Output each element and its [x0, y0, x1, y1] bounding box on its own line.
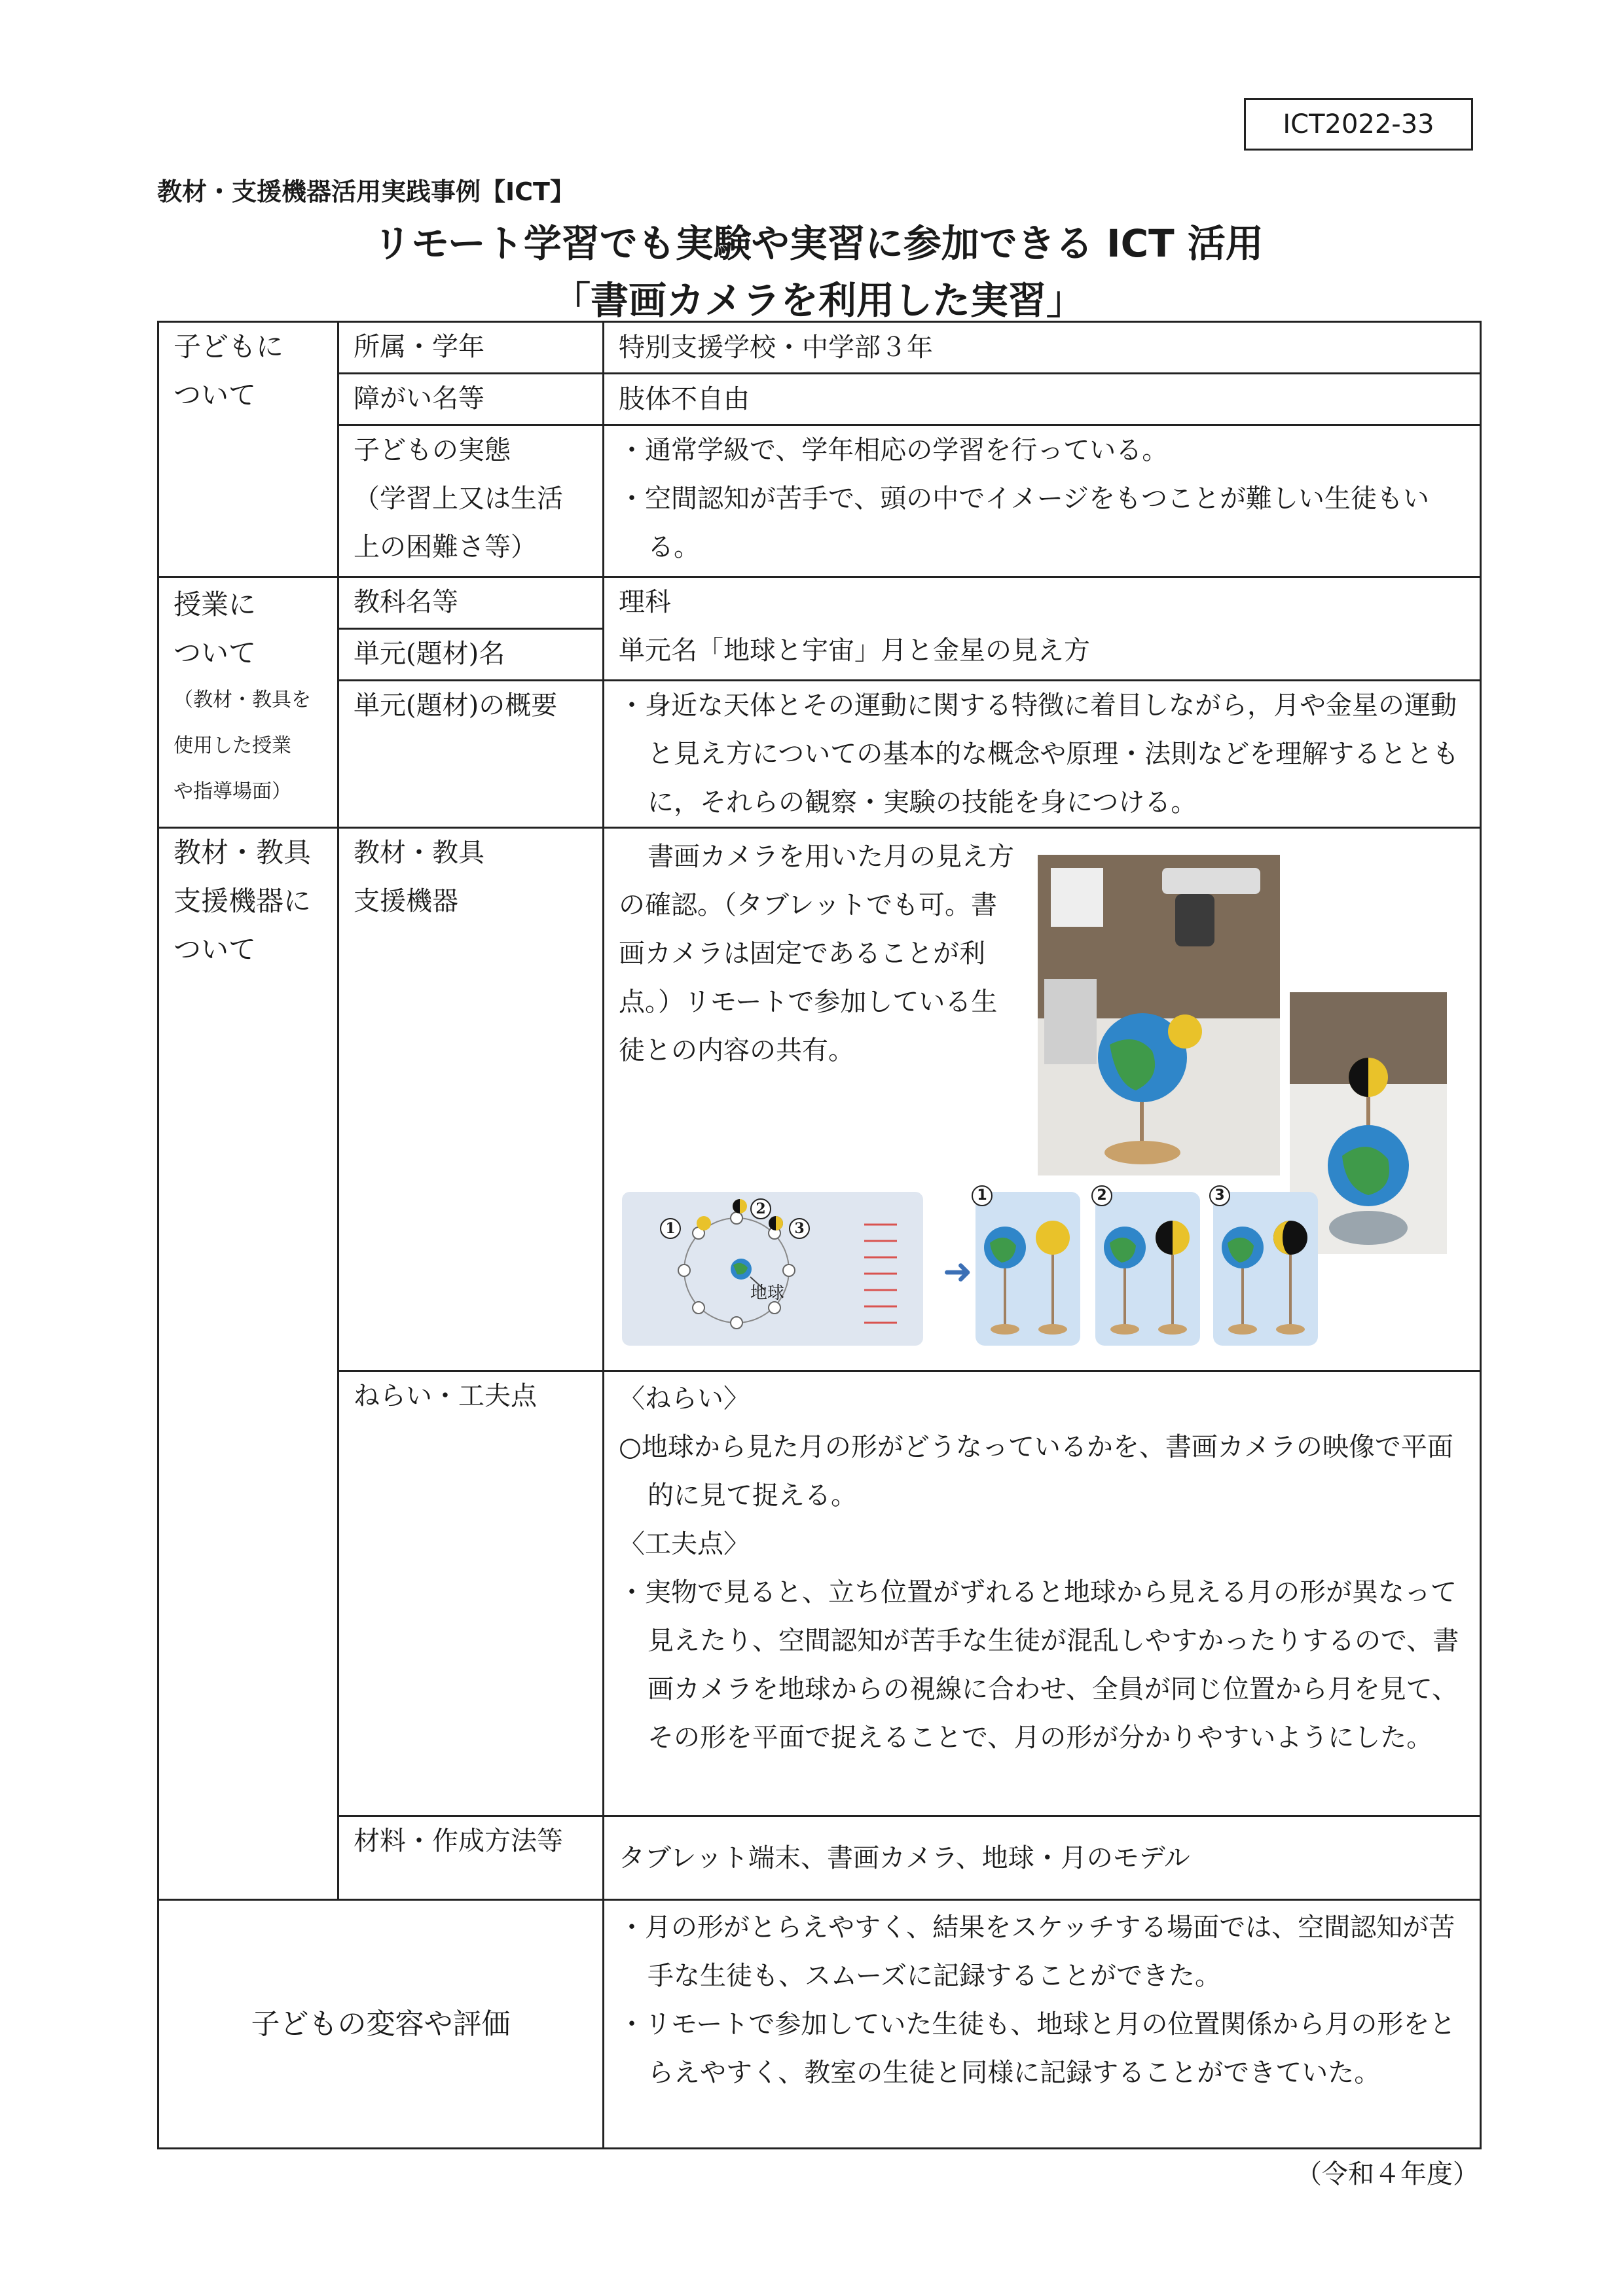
practice-table [157, 321, 1482, 2149]
unit-name-label: 単元(題材)名 [338, 629, 604, 681]
arrow-right-icon: ➜ [943, 1251, 973, 1292]
affiliation-value: 特別支援学校・中学部３年 [604, 322, 1481, 374]
unit-overview-label: 単元(題材)の概要 [338, 681, 604, 828]
materials-label: 材料・作成方法等 [338, 1816, 604, 1900]
table-row [158, 425, 1481, 577]
subject-label: 教科名等 [338, 577, 604, 629]
marker-2: 2 [750, 1198, 771, 1219]
table-row [158, 1900, 1481, 2149]
section-material-label: 教材・教具 支援機器に ついて [158, 828, 338, 1900]
table-row [158, 681, 1481, 828]
unit-overview-value: ・身近な天体とその運動に関する特徴に着目しながら，月や金星の運動と見え方についての基本的な概念や原理・法則などを理解するとともに，それらの観察・実験の技能を身につける。 [604, 681, 1481, 828]
document-camera-photo [1038, 855, 1280, 1175]
aim-value: 〈ねらい〉 ○地球から見た月の形がどうなっているかを、書画カメラの映像で平面的に見て捉える。 〈工夫点〉 ・実物で見ると、立ち位置がずれると地球から見える月の形が異なって見えたり、空間認知が苦手な生徒が混乱しやすかったりするので、書画カメラを地球からの視線に合わせ、全員が同じ位置から月を見て、その形を平面で捉えることで、月の形が分かりやすいようにした。 [604, 1371, 1481, 1816]
title-line-2: 「書画カメラを利用した実習」 [552, 278, 1084, 323]
phase-card-1 [976, 1187, 1080, 1346]
fiscal-year-footer: （令和４年度） [1296, 2159, 1479, 2189]
phase-card-2 [1095, 1187, 1200, 1346]
category-label: 教材・支援機器活用実践事例【ICT】 [157, 177, 575, 206]
table-row [158, 577, 1481, 629]
status-value: ・通常学級で、学年相応の学習を行っている。 ・空間認知が苦手で、頭の中でイメージをもつことが難しい生徒もいる。 [604, 425, 1481, 577]
marker-3: 3 [789, 1218, 810, 1239]
phase-card-3 [1213, 1187, 1318, 1346]
earth-label: 地球 [750, 1283, 785, 1303]
table-row [158, 322, 1481, 374]
title-line-1: リモート学習でも実験や実習に参加できる ICT 活用 [373, 221, 1264, 266]
table-row [158, 374, 1481, 425]
table-row [158, 828, 1481, 1371]
disability-value: 肢体不自由 [604, 374, 1481, 425]
marker-1: 1 [660, 1218, 681, 1239]
tools-value [604, 828, 1481, 1371]
evaluation-label: 子どもの変容や評価 [158, 1900, 604, 2149]
subject-unit-value: 理科 単元名「地球と宇宙」月と金星の見え方 [604, 577, 1481, 681]
table-row [158, 1816, 1481, 1900]
affiliation-label: 所属・学年 [338, 322, 604, 374]
tools-label: 教材・教具 支援機器 [338, 828, 604, 1371]
materials-value: タブレット端末、書画カメラ、地球・月のモデル [604, 1816, 1481, 1900]
card-marker-1: 1 [972, 1185, 993, 1206]
evaluation-value: ・月の形がとらえやすく、結果をスケッチする場面では、空間認知が苦手な生徒も、スムーズに記録することができた。 ・リモートで参加していた生徒も、地球と月の位置関係から月の形をとらえやすく、教室の生徒と同様に記録することができていた。 [604, 1900, 1481, 2149]
disability-label: 障がい名等 [338, 374, 604, 425]
section-lesson-label: 授業に ついて （教材・教具を 使用した授業 や指導場面） [158, 577, 338, 828]
document-id: ICT2022-33 [1244, 98, 1473, 151]
status-label: 子どもの実態 （学習上又は生活 上の困難さ等） [338, 425, 604, 577]
tools-description: 書画カメラを用いた月の見え方の確認。（タブレットでも可。書画カメラは固定であることが利点。）リモートで参加している生徒との内容の共有。 [619, 842, 1014, 1066]
moon-phase-diagram [622, 1192, 923, 1346]
table-row [158, 1371, 1481, 1816]
card-marker-3: 3 [1209, 1185, 1230, 1206]
section-child-label: 子どもに ついて [158, 322, 338, 577]
card-marker-2: 2 [1091, 1185, 1112, 1206]
aim-label: ねらい・工夫点 [338, 1371, 604, 1816]
